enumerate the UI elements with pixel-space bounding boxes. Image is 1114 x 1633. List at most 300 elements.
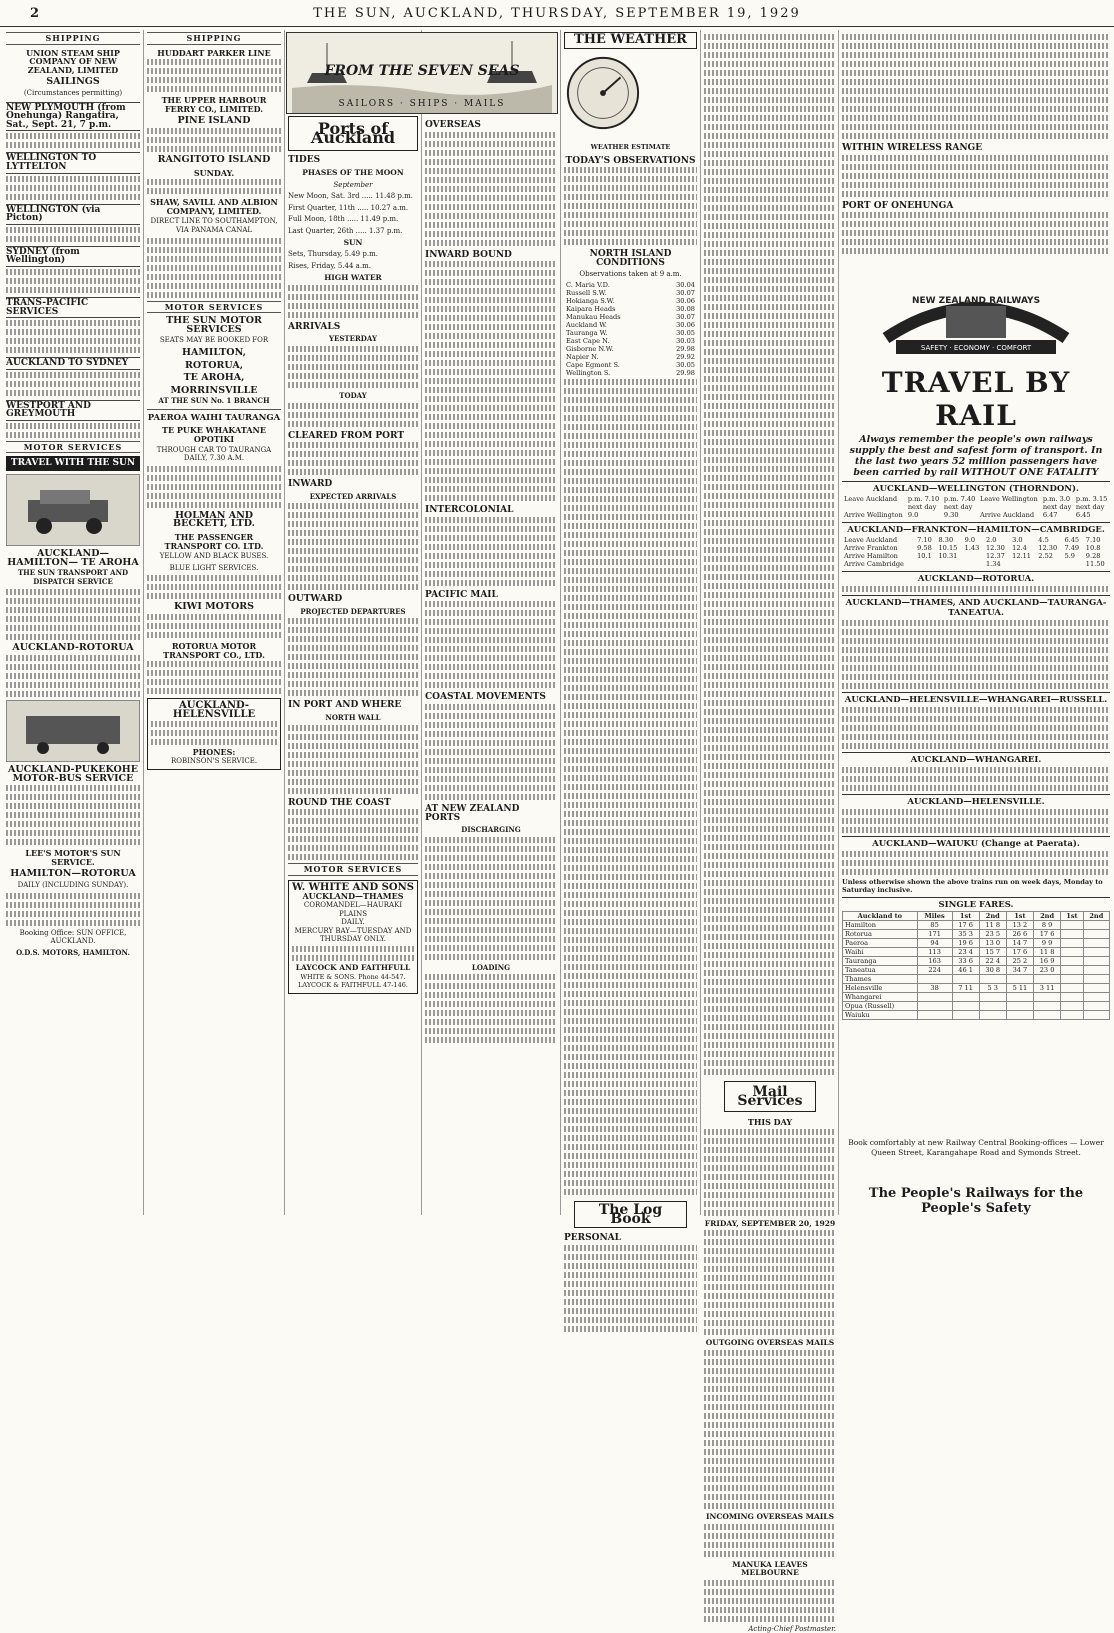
fare-cell: 30 8 [979,966,1006,975]
timetable-cell: 8.30 [938,536,954,544]
overseas-heading: OVERSEAS [425,120,481,130]
fare-cell: 35 3 [952,930,979,939]
schedule-heading: SYDNEY (from Wellington) [6,246,140,267]
fare-column-header: 1st [1061,912,1084,921]
fare-column-header: 2nd [1033,912,1060,921]
upper-harbour-title: THE UPPER HARBOUR FERRY CO., LIMITED. [161,95,267,114]
station-reading: 30.05 [676,329,695,338]
fare-cell [1061,921,1084,930]
station-name: Arrive Cambridge [844,560,904,568]
helensville-ad [147,698,281,769]
fare-cell [1083,948,1109,957]
section-header: SHIPPING [6,32,140,45]
fare-cell [1006,993,1033,1002]
today-label: TODAY [339,390,367,400]
timetable-cell: 12.37 [985,552,1005,560]
route-heading: AUCKLAND—THAMES, AND AUCKLAND—TAURANGA-TANEATUA. [842,595,1110,618]
fare-column-header: 2nd [1083,912,1109,921]
fare-cell: Paeroa [843,939,918,948]
timetable-cell: 9.58 [917,544,932,552]
timetable-cell: 6.45 [1064,536,1080,544]
daily-notice: DAILY (INCLUDING SUNDAY). [17,881,129,889]
station-row [564,353,697,361]
mercury-bay: MERCURY BAY—TUESDAY AND THURSDAY ONLY. [294,926,412,944]
white-laycock-phones: WHITE & SONS. Phone 44-547. LAYCOCK & FAITHFULL 47-146. [298,972,408,990]
timetable-cell [915,560,936,568]
holman-beckett: HOLMAN AND BECKETT, LTD. [173,509,255,530]
route-heading: AUCKLAND—HELENSVILLE. [842,794,1110,807]
fare-cell: 23 5 [979,930,1006,939]
friday-label: FRIDAY, SEPTEMBER 20, 1929 [704,1218,836,1228]
fare-row [843,921,1110,930]
station-reading: 30.03 [676,337,695,346]
fare-cell: 7 11 [952,984,979,993]
schedule-heading: NEW PLYMOUTH (from Onehunga) Rangatira, Sat., Sept. 21, 7 p.m. [6,102,140,132]
discharging-label: DISCHARGING [461,825,521,835]
outward-heading: OUTWARD [288,594,343,605]
timetable-cell: 5.9 [1064,552,1075,560]
fare-cell: 3 11 [1033,984,1060,993]
fare-cell: 23 4 [952,948,979,957]
nz-ports-heading: AT NEW ZEALAND PORTS [425,803,520,823]
timetable-cell: next day [943,503,973,511]
fare-cell [952,1002,979,1011]
fare-cell [979,1002,1006,1011]
travel-by-rail-title: TRAVEL BY RAIL [881,366,1071,432]
town-name: HAMILTON, [182,346,246,358]
fare-cell [1061,939,1084,948]
route-heading: AUCKLAND—HELENSVILLE—WHANGAREI—RUSSELL. [842,692,1110,705]
fare-cell: 163 [917,957,952,966]
emblem-subtitle: SAFETY · ECONOMY · COMFORT [920,344,1032,352]
timetable-cell [1010,560,1036,568]
seven-seas-title: FROM THE SEVEN SEAS [324,63,520,79]
inward-bound-heading: INWARD BOUND [425,249,512,260]
fare-cell: 23 0 [1033,966,1060,975]
timetable-cell [963,552,984,560]
fare-cell [1083,930,1109,939]
fare-row [843,975,1110,984]
within-wireless-heading: WITHIN WIRELESS RANGE [842,143,983,153]
station-row [564,305,697,313]
travel-by-rail-ad [842,366,1110,1020]
fare-cell: 5 3 [979,984,1006,993]
station-name: Leave Auckland [844,536,898,544]
timetable-cell: Arrive Wellington [844,511,903,519]
fare-column-header: 1st [1006,912,1033,921]
rail-slogan: Always remember the people's own railways supply the best and safest form of transport. In the last two years 52 million passengers have been carried by rail WITHOUT ONE FATALITY [849,434,1103,478]
fare-cell: 171 [917,930,952,939]
frankton-timetable [842,536,1110,568]
station-reading: 30.08 [676,305,695,314]
timetable-cell: 12.30 [985,544,1005,552]
timetable-cell: next day [907,503,937,511]
fare-cell: 5 11 [1006,984,1033,993]
timetable-cell: p.m. 7.10 [907,495,940,503]
timetable-cell [978,503,1041,511]
round-coast-heading: ROUND THE COAST [288,797,391,808]
right-top-news [842,32,1110,272]
route-heading: AUCKLAND—ROTORUA. [842,571,1110,584]
station-name: Cape Egmont S. [566,361,620,370]
timetable-row [842,503,1110,511]
cleared-heading: CLEARED FROM PORT [288,430,405,441]
blue-light-services: BLUE LIGHT SERVICES. [169,563,259,572]
mail-services-title: Mail Services [724,1081,816,1112]
station-row [564,289,697,297]
timetable-row [842,560,1110,568]
sunday-label: SUNDAY. [193,167,235,178]
single-fares-heading: SINGLE FARES. [842,897,1110,910]
daily-label: DAILY. [341,918,365,927]
pacific-mail-heading: PACIFIC MAIL [425,589,498,600]
moon-phase: Full Moon, 18th ..... 11.49 p.m. [288,215,399,224]
station-name: Kaipara Heads [566,305,616,314]
station-name: East Cape N. [566,337,610,346]
timetable-cell: 9.0 [907,511,919,519]
timetable-cell: 11.50 [1085,560,1105,568]
fare-cell: Taneatua [843,966,918,975]
ports-column [288,116,418,1215]
transport-service-subtitle: THE SUN TRANSPORT AND DISPATCH SERVICE [17,568,129,586]
timetable-cell: 7.49 [1064,544,1080,552]
lees-service-title: LEE'S MOTOR'S SUN SERVICE. [25,848,121,867]
timetable-cell: 6.45 [1075,511,1091,519]
personal-heading: PERSONAL [564,1233,621,1244]
town-name: MORRINSVILLE [170,384,258,396]
fare-column-header: 2nd [979,912,1006,921]
timetable-cell: p.m. 7.40 [943,495,976,503]
timetable-cell [842,503,906,511]
timetable-cell: 3.0 [1012,536,1023,544]
shipping-column-2 [147,32,281,1215]
timetable-cell: next day [1075,503,1105,511]
passenger-transport-title: THE PASSENGER TRANSPORT CO. LTD. [164,532,264,551]
fare-cell [1006,1002,1033,1011]
fare-cell: Tauranga [843,957,918,966]
fare-cell: 224 [917,966,952,975]
moon-phase: First Quarter, 11th ..... 10.27 a.m. [288,203,409,212]
fare-cell: 26 6 [1006,930,1033,939]
fare-cell: 16 9 [1033,957,1060,966]
fare-cell [1061,1002,1084,1011]
fare-cell: 25 2 [1006,957,1033,966]
fare-column-header: 1st [952,912,979,921]
barometer-caption: WEATHER ESTIMATE [590,143,671,152]
fare-cell: 94 [917,939,952,948]
station-name: Napier N. [566,353,599,362]
fare-row [843,966,1110,975]
station-name: Russell S.W. [566,289,607,298]
thames-route: AUCKLAND—THAMES [302,891,404,902]
fare-cell [1083,993,1109,1002]
fare-cell [1061,1011,1084,1020]
robinson-service: ROBINSON'S SERVICE. [170,756,258,765]
month-label: September [333,181,373,190]
station-reading: 30.06 [676,297,695,306]
single-fares-table [842,911,1110,1020]
fare-cell: 46 1 [952,966,979,975]
phases-heading: PHASES OF THE MOON [302,167,404,177]
fare-row [843,984,1110,993]
nz-railways-emblem [876,278,1076,364]
shipping-news-column [425,116,557,1215]
station-row [564,329,697,337]
fare-cell [1061,948,1084,957]
fare-cell [1061,930,1084,939]
route-heading: AUCKLAND—WAIUKU (Change at Paerata). [842,836,1110,849]
fare-column-header: Auckland to [843,912,918,921]
fare-cell [1006,1011,1033,1020]
fare-cell [1033,975,1060,984]
station-name: Tauranga W. [566,329,608,338]
postmaster-signature: Acting-Chief Postmaster. [748,1624,836,1633]
fare-cell [1083,939,1109,948]
motor-services-header: MOTOR SERVICES [288,863,418,876]
fare-cell [1083,1002,1109,1011]
fare-cell: 34 7 [1006,966,1033,975]
ports-of-auckland-title: Ports of Auckland [288,116,418,151]
ods-motors: O.D.S. MOTORS, HAMILTON. [16,947,130,957]
timetable-cell [1062,560,1083,568]
station-reading: 30.04 [676,281,695,290]
sailings-heading: SAILINGS [46,76,100,88]
fare-cell: 38 [917,984,952,993]
helensville-title: AUCKLAND-HELENSVILLE [172,700,256,720]
manuka-label: MANUKA LEAVES MELBOURNE [732,1559,808,1578]
shipping-column-1 [6,32,140,1215]
fare-cell [1083,1011,1109,1020]
barometer-icon [564,54,642,132]
seats-booked: SEATS MAY BE BOOKED FOR [159,336,269,345]
section-header: SHIPPING [147,32,281,45]
sun-rise: Rises, Friday, 5.44 a.m. [288,261,371,270]
fare-row [843,993,1110,1002]
fare-cell [1061,993,1084,1002]
station-reading: 29.98 [676,369,695,378]
branch-office: AT THE SUN No. 1 BRANCH [158,396,270,406]
fare-cell: 113 [917,948,952,957]
station-row [564,337,697,345]
timetable-cell: 10.8 [1085,544,1101,552]
section-header: MOTOR SERVICES [6,441,140,454]
timetable-cell: 12.4 [1012,544,1027,552]
station-row [564,313,697,321]
town-name: TE AROHA, [183,372,245,384]
booking-office: Booking Office: SUN OFFICE, AUCKLAND. [19,928,127,946]
high-water-heading: HIGH WATER [324,273,382,283]
station-row [564,297,697,305]
log-book-title: The Log Book [574,1201,687,1228]
fare-cell: 11 8 [1033,948,1060,957]
union-company-title: UNION STEAM SHIP COMPANY OF NEW ZEALAND, LIMITED [26,47,120,75]
station-row [564,369,697,377]
timetable-row [842,544,1110,552]
north-wall-label: NORTH WALL [325,713,381,723]
fare-cell: Helensville [843,984,918,993]
station-name: Gisborne N.W. [566,345,614,354]
fare-cell: 13 0 [979,939,1006,948]
station-name: Hokianga S.W. [566,297,615,306]
fare-cell: 13 2 [1006,921,1033,930]
sun-set: Sets, Thursday, 5.49 p.m. [288,249,378,258]
kiwi-motors: KIWI MOTORS [173,601,254,613]
weather-column [564,32,697,1244]
white-sons-ad [288,880,418,994]
timetable-cell: 12.30 [1038,544,1058,552]
rangitoto-title: RANGITOTO ISLAND [157,153,271,165]
hamilton-rotorua-title: HAMILTON—ROTORUA [10,868,136,880]
section-header: MOTOR SERVICES [147,301,281,314]
fare-cell [1083,966,1109,975]
station-name: Wellington S. [566,369,611,378]
column-rule [700,30,701,1215]
timetable-cell: 7.10 [917,536,932,544]
booking-offices-note: Book comfortably at new Railway Central Booking-offices — Lower Queen Street, Karangahape Road and Symonds Street. [848,1138,1104,1157]
station-name: Arrive Frankton [844,544,898,552]
expected-arrivals-label: EXPECTED ARRIVALS [309,491,397,501]
schedule-heading: WELLINGTON TO LYTTELTON [6,152,140,173]
rotorua-motor-transport: ROTORUA MOTOR TRANSPORT CO., LTD. [163,641,265,660]
timetable-cell: 4.5 [1038,536,1049,544]
sun-motor-title: THE SUN MOTOR SERVICES [166,315,262,335]
schedule-heading: WELLINGTON (via Picton) [6,204,140,225]
emblem-title: NEW ZEALAND RAILWAYS [911,296,1041,306]
fare-row [843,1002,1110,1011]
timetable-cell: 12.11 [1012,552,1032,560]
fare-row [843,948,1110,957]
column-rule [284,30,285,1215]
pine-island-title: PINE ISLAND [177,115,251,127]
column-rule [838,30,839,1215]
pukekohe-service-title: AUCKLAND-PUKEKOHE MOTOR-BUS SERVICE [8,764,138,784]
station-name: Arrive Hamilton [844,552,898,560]
station-name: Auckland W. [566,321,608,330]
fare-cell [1083,921,1109,930]
auckland-rotorua-title: AUCKLAND-ROTORUA [12,642,134,654]
fare-cell [1033,1002,1060,1011]
fare-cell: 17 6 [1006,948,1033,957]
column-rule [560,30,561,1215]
fare-cell: 8 9 [1033,921,1060,930]
fare-cell [917,1011,952,1020]
fare-cell [1083,957,1109,966]
weather-title: THE WEATHER [564,32,697,49]
wellington-timetable [842,495,1110,519]
fare-cell: Rotorua [843,930,918,939]
timetable-cell: 10.31 [938,552,958,560]
station-name: C. Maria V.D. [566,281,610,290]
station-row [564,361,697,369]
observations-heading: TODAY'S OBSERVATIONS [565,155,696,166]
route-heading: AUCKLAND—WELLINGTON (THORNDON). [842,481,1110,494]
fare-cell [1033,993,1060,1002]
laycock-title: LAYCOCK AND FAITHFULL [295,963,411,972]
outgoing-mails-label: OUTGOING OVERSEAS MAILS [705,1338,835,1348]
fare-cell [952,993,979,1002]
fare-cell: 14 7 [1006,939,1033,948]
timetable-cell: 2.52 [1038,552,1053,560]
fare-cell [1033,1011,1060,1020]
timetable-cell: 9.0 [964,536,976,544]
timetable-cell: p.m. 3.15 [1075,495,1108,503]
timetable-row [842,495,1110,503]
timetable-cell [963,560,984,568]
observations-note: Observations taken at 9 a.m. [579,269,682,278]
timetable-cell: 7.10 [1085,536,1101,544]
page-number: 2 [30,6,40,21]
fare-column-header: Miles [917,912,952,921]
timetable-cell: 6.47 [1042,511,1058,519]
station-row [564,281,697,289]
hamilton-aroha-title: AUCKLAND— HAMILTON— TE AROHA [7,548,139,568]
fare-cell [1006,975,1033,984]
fare-row [843,939,1110,948]
fare-row [843,957,1110,966]
fare-cell: 22 4 [979,957,1006,966]
shaw-savill-title: SHAW, SAVILL AND ALBION COMPANY, LIMITED. [150,197,278,216]
weekday-note: Unless otherwise shown the above trains run on week days, Monday to Saturday inclusive. [842,878,1103,894]
timetable-row [842,552,1110,560]
fare-cell: Waihi [843,948,918,957]
peoples-railways-slogan: The People's Railways for the People's Safety [868,1186,1084,1216]
direct-line: DIRECT LINE TO SOUTHAMPTON, VIA PANAMA CANAL [150,217,278,234]
station-row [564,321,697,329]
timetable-cell: 2.0 [985,536,997,544]
station-reading: 29.98 [676,345,695,354]
fare-cell: 33 6 [952,957,979,966]
loading-label: LOADING [471,962,511,972]
station-reading: 30.07 [676,289,695,298]
fare-cell [952,975,979,984]
fare-cell: 9 9 [1033,939,1060,948]
timetable-row [842,536,1110,544]
fare-cell [979,993,1006,1002]
fare-cell: 19 6 [952,939,979,948]
station-reading: 30.06 [676,321,695,330]
timetable-cell: 9.30 [943,511,959,519]
in-port-heading: IN PORT AND WHERE [288,700,402,711]
incoming-mails-label: INCOMING OVERSEAS MAILS [705,1511,835,1521]
tides-heading: TIDES [288,155,321,166]
column-rule [143,30,144,1215]
fare-cell [917,993,952,1002]
mail-column [704,32,836,1633]
port-onehunga-heading: PORT OF ONEHUNGA [842,200,954,211]
fare-row [843,930,1110,939]
fare-cell [917,1002,952,1011]
fare-cell: Whangarei [843,993,918,1002]
route-heading: AUCKLAND—WHANGAREI. [842,752,1110,765]
station-reading: 30.05 [676,361,695,370]
fare-cell [1083,984,1109,993]
column-rule [421,30,422,1215]
newspaper-title: THE SUN, AUCKLAND, THURSDAY, SEPTEMBER 19, 1929 [313,6,801,21]
paeroa-title: PAEROA WAIHI TAURANGA [147,412,281,423]
timetable-cell: p.m. 3.0 [1042,495,1071,503]
this-day-label: THIS DAY [747,1117,793,1128]
timetable-cell: Arrive Auckland [979,511,1035,519]
fare-row [843,1011,1110,1020]
fare-cell [979,975,1006,984]
timetable-cell [1036,560,1062,568]
through-car: THROUGH CAR TO TAURANGA DAILY, 7.30 A.M. [156,445,272,463]
timetable-cell [936,560,962,568]
inward-heading: INWARD [288,479,333,490]
fare-cell [917,975,952,984]
station-reading: 30.07 [676,313,695,322]
station-row [564,345,697,353]
